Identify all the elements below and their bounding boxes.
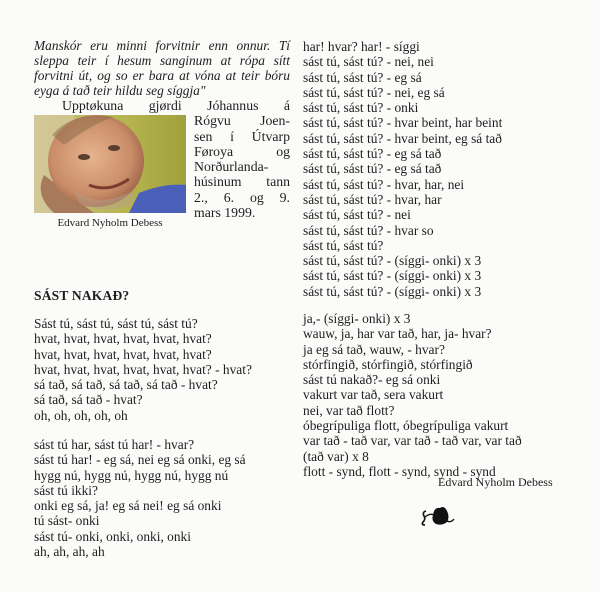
- lyric-line: sást tú, sást tú? - eg sá tað: [303, 161, 442, 177]
- lyric-line: ah, ah, ah, ah: [34, 544, 105, 560]
- credit-line: mars 1999.: [194, 205, 256, 221]
- credit-line: húsinum tann: [194, 174, 290, 190]
- lyric-line: stórfingið, stórfingið, stórfingið: [303, 356, 473, 372]
- lyrics-left-stanza-2: [34, 437, 246, 559]
- lyric-line: onki eg sá, ja! eg sá nei! eg sá onki: [34, 498, 222, 514]
- lyric-line: hvat, hvat, hvat, hvat, hvat, hvat?: [34, 331, 212, 347]
- lyric-line: sást tú, sást tú? - (síggi- onki) x 3: [303, 253, 482, 269]
- author-photo-image: [34, 115, 186, 213]
- lyric-line: nei, var tað flott?: [303, 402, 395, 418]
- leaf-ornament-icon: [420, 503, 456, 534]
- credit-line: Rógvu Joen-: [194, 113, 290, 129]
- credit-line-1: Upptøkuna gjørdi Jóhannus á: [62, 98, 290, 113]
- lyric-line: sá tað, sá tað - hvat?: [34, 392, 143, 408]
- photo-block: [34, 115, 186, 230]
- lyric-line: (tað var) x 8: [303, 448, 369, 464]
- lyric-line: hvat, hvat, hvat, hvat, hvat, hvat?: [34, 346, 212, 362]
- lyric-line: sást tú, sást tú? - onki: [303, 100, 419, 116]
- lyric-line: hvat, hvat, hvat, hvat, hvat, hvat? - hvat?: [34, 361, 252, 377]
- lyrics-left-stanza-1: [34, 316, 252, 423]
- lyric-line: oh, oh, oh, oh, oh: [34, 407, 128, 423]
- lyric-line: sást tú, sást tú? - nei, eg sá: [303, 84, 445, 100]
- lyric-line: har! hvar? har! - síggi: [303, 39, 420, 54]
- lyric-line: sást tú nakað?- eg sá onki: [303, 372, 441, 388]
- lyric-line: sást tú, sást tú? - (síggi- onki) x 3: [303, 283, 482, 299]
- lyric-line: ja eg sá tað, wauw, - hvar?: [303, 341, 445, 357]
- lyric-line: sást tú, sást tú? - hvar beint, har beint: [303, 115, 503, 131]
- lyric-line: sást tú, sást tú? - (síggi- onki) x 3: [303, 268, 482, 284]
- lyric-line: sást tú, sást tú? - hvar, har: [303, 191, 442, 207]
- lyric-line: flott - synd, flott - synd, synd - synd: [303, 463, 496, 479]
- lyric-line: sást tú, sást tú? - nei, nei: [303, 54, 434, 70]
- credit-line: sen í Útvarp: [194, 128, 290, 144]
- lyric-line: sást tú, sást tú? - hvar beint, eg sá tað: [303, 130, 502, 146]
- credit-line: 2., 6. og 9.: [194, 189, 290, 205]
- lyric-line: sást tú ikki?: [34, 482, 98, 498]
- song-author-signature: Edvard Nyholm Debess: [438, 475, 553, 489]
- lyric-line: tú sást- onki: [34, 513, 100, 529]
- lyric-line: óbegrípuliga flott, óbegrípuliga vakurt: [303, 418, 509, 434]
- author-photo: [34, 115, 186, 213]
- credit-line: Norðurlanda-: [194, 159, 269, 175]
- lyric-line: sást tú, sást tú?: [303, 237, 384, 253]
- song-title: SÁST NAKAÐ?: [34, 288, 130, 303]
- intro-italic-text: Manskór eru minni forvitnir enn onnur. Tí sleppa teir í hesum sanginum at rópa sítt forvitni út, og so er bara at vóna at teir bóru eyga á tað teir hildu seg síggja": [34, 38, 290, 98]
- lyric-line: sást tú har, sást tú har! - hvar?: [34, 437, 195, 452]
- photo-caption: Edvard Nyholm Debess: [57, 217, 163, 230]
- lyrics-right-stanza-2: [303, 311, 522, 479]
- lyric-line: vakurt var tað, sera vakurt: [303, 387, 444, 403]
- lyric-line: sást tú, sást tú? - eg sá: [303, 69, 422, 85]
- lyric-line: sást tú, sást tú? - hvar, har, nei: [303, 176, 465, 192]
- lyric-line: sást tú, sást tú? - eg sá tað: [303, 146, 442, 162]
- lyrics-right-stanza-1: [303, 39, 593, 299]
- lyric-line: ja,- (síggi- onki) x 3: [303, 311, 411, 326]
- lyric-line: sást tú, sást tú? - hvar so: [303, 222, 434, 238]
- lyric-line: Sást tú, sást tú, sást tú, sást tú?: [34, 316, 198, 331]
- lyric-line: sást tú- onki, onki, onki, onki: [34, 528, 191, 544]
- lyric-line: hygg nú, hygg nú, hygg nú, hygg nú: [34, 467, 229, 483]
- credit-line: Føroya og: [194, 143, 290, 159]
- lyric-line: sást tú har! - eg sá, nei eg sá onki, eg sá: [34, 452, 246, 468]
- lyric-line: sá tað, sá tað, sá tað, sá tað - hvat?: [34, 377, 218, 393]
- intro-column: [34, 38, 290, 230]
- lyric-line: var tað - tað var, var tað - tað var, var tað: [303, 433, 522, 449]
- lyric-line: sást tú, sást tú? - nei: [303, 207, 411, 223]
- lyric-line: wauw, ja, har var tað, har, ja- hvar?: [303, 326, 492, 342]
